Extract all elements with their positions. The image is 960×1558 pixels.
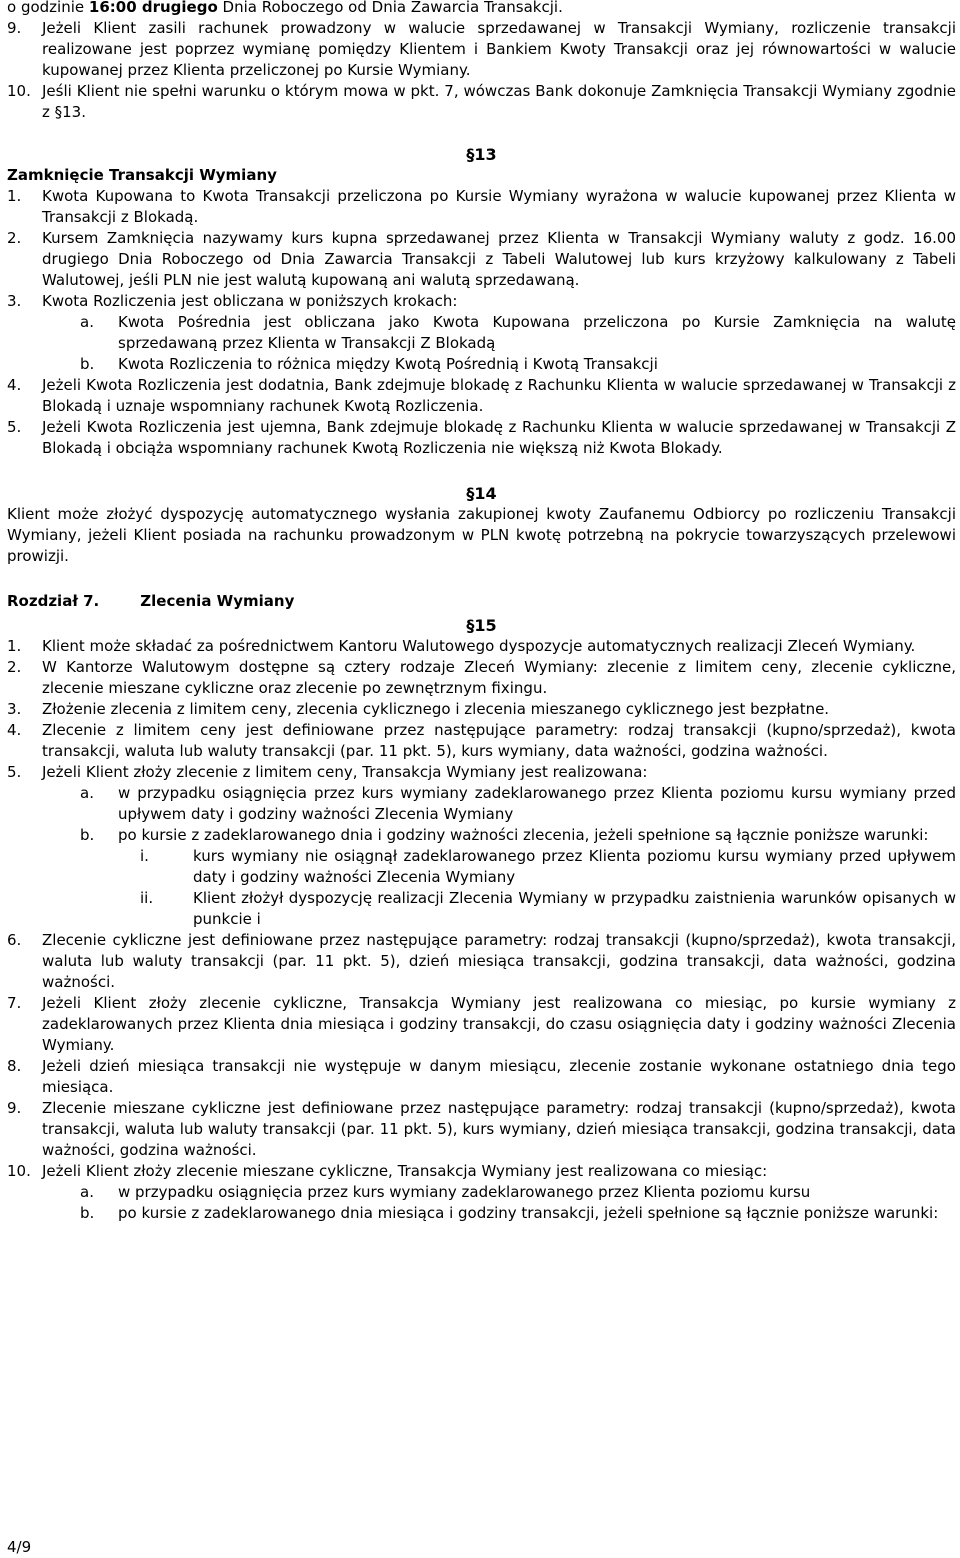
paragraph-item xyxy=(7,657,956,699)
sub-item-text: Kwota Pośrednia jest obliczana jako Kwota Kupowana przeliczona po Kursie Zamknięcia na walutę sprzedawaną przez Klienta w Transakcji Z Blokadą xyxy=(118,313,956,352)
item-number: 10. xyxy=(7,82,31,100)
paragraph-item xyxy=(7,1161,956,1182)
item-number: 1. xyxy=(7,187,22,205)
sub-item xyxy=(7,783,956,825)
item-text: Jeżeli Kwota Rozliczenia jest ujemna, Bank zdejmuje blokadę z Rachunku Klienta w walucie sprzedawanej w Transakcji Z Blokadą i obciąża wspomniany rachunek Kwotą Rozliczenia nie większą niż Kwota Blokady. xyxy=(42,418,956,457)
sub-item xyxy=(7,1182,956,1203)
chapter-heading xyxy=(7,591,956,612)
item-number: 7. xyxy=(7,994,22,1012)
item-text: Kursem Zamknięcia nazywamy kurs kupna sprzedawanej przez Klienta w Transakcji Wymiany waluty z godz. 16.00 drugiego Dnia Roboczego od Dnia Zawarcia Transakcji z Tabeli Walutowej lub kurs krzyżowy kalkulowany z Tabeli Walutowej, jeśli PLN nie jest walutą kupowaną ani walutą sprzedawaną. xyxy=(42,229,956,289)
paragraph-item xyxy=(7,228,956,291)
paragraph-item xyxy=(7,1056,956,1098)
continuation-text-end: Dnia Roboczego od Dnia Zawarcia Transakcji. xyxy=(217,0,563,16)
sub-sub-item-text: Klient złożył dyspozycję realizacji Zlecenia Wymiany w przypadku zaistnienia warunków opisanych w punkcie i xyxy=(193,889,956,928)
paragraph-item xyxy=(7,18,956,81)
item-text: Jeżeli Klient złoży zlecenie z limitem ceny, Transakcja Wymiany jest realizowana: xyxy=(42,763,648,781)
sub-item-letter: a. xyxy=(80,784,94,802)
continuation-text: o godzinie xyxy=(7,0,89,16)
paragraph-item xyxy=(7,930,956,993)
sub-item xyxy=(7,825,956,846)
sub-item-letter: a. xyxy=(80,313,94,331)
paragraph-item xyxy=(7,375,956,417)
paragraph-item xyxy=(7,1098,956,1161)
sub-sub-item xyxy=(7,846,956,888)
item-text: Zlecenie z limitem ceny jest definiowane przez następujące parametry: rodzaj transakcji (kupno/sprzedaż), kwota transakcji, waluta lub waluty transakcji (par. 11 pkt. 5), kurs wymiany, data ważności, godzina ważności. xyxy=(42,721,956,760)
item-text: Klient może składać za pośrednictwem Kantoru Walutowego dyspozycje automatycznych realizacji Zleceń Wymiany. xyxy=(42,637,916,655)
paragraph-item xyxy=(7,699,956,720)
item-number: 4. xyxy=(7,721,22,739)
item-text: Jeżeli Klient zasili rachunek prowadzony w walucie sprzedawanej w Transakcji Wymiany, rozliczenie transakcji realizowane jest poprzez wymianę pomiędzy Klientem i Bankiem Kwoty Transakcji oraz jej równowartości w walucie kupowanej przez Klienta przeliczonej po Kursie Wymiany. xyxy=(42,19,956,79)
paragraph-item xyxy=(7,291,956,312)
sub-item-text: w przypadku osiągnięcia przez kurs wymiany zadeklarowanego przez Klienta poziomu kursu xyxy=(118,1183,811,1201)
section-15-title: §15 xyxy=(466,616,497,635)
paragraph-item xyxy=(7,81,956,123)
section-13-heading: Zamknięcie Transakcji Wymiany xyxy=(7,166,277,184)
paragraph-item xyxy=(7,762,956,783)
item-number: 10. xyxy=(7,1162,31,1180)
item-number: 8. xyxy=(7,1057,22,1075)
item-number: 3. xyxy=(7,292,22,310)
sub-sub-item xyxy=(7,888,956,930)
item-number: 1. xyxy=(7,637,22,655)
item-text: Zlecenie mieszane cykliczne jest definiowane przez następujące parametry: rodzaj transakcji (kupno/sprzedaż), kwota transakcji, waluta lub waluty transakcji (par. 11 pkt. 5), kurs wymiany, dzień miesiąca transakcji, godzina transakcji, data ważności, godzina ważności. xyxy=(42,1099,956,1159)
item-number: 3. xyxy=(7,700,22,718)
sub-item-letter: b. xyxy=(80,826,95,844)
sub-item-text: po kursie z zadeklarowanego dnia miesiąca i godziny transakcji, jeżeli spełnione są łącznie poniższe warunki: xyxy=(118,1204,939,1222)
item-number: 9. xyxy=(7,1099,22,1117)
sub-item-letter: b. xyxy=(80,355,95,373)
item-number: 9. xyxy=(7,19,22,37)
item-text: W Kantorze Walutowym dostępne są cztery rodzaje Zleceń Wymiany: zlecenie z limitem ceny, zlecenie cykliczne, zlecenie mieszane cykliczne oraz zlecenie po zewnętrznym fixingu. xyxy=(42,658,956,697)
item-text: Kwota Kupowana to Kwota Transakcji przeliczona po Kursie Wymiany wyrażona w walucie kupowanej przez Klienta w Transakcji z Blokadą. xyxy=(42,187,956,226)
item-text: Jeżeli dzień miesiąca transakcji nie występuje w danym miesiącu, zlecenie zostanie wykonane ostatniego dnia tego miesiąca. xyxy=(42,1057,956,1096)
page-number: 4/9 xyxy=(7,1538,32,1556)
sub-item-text: po kursie z zadeklarowanego dnia i godziny ważności zlecenia, jeżeli spełnione są łącznie poniższe warunki: xyxy=(118,826,929,844)
continuation-bold: 16:00 drugiego xyxy=(88,0,218,16)
item-number: 4. xyxy=(7,376,22,394)
sub-sub-item-numeral: i. xyxy=(140,847,149,865)
sub-item-letter: a. xyxy=(80,1183,94,1201)
sub-item xyxy=(7,1203,956,1224)
item-text: Kwota Rozliczenia jest obliczana w poniższych krokach: xyxy=(42,292,458,310)
sub-sub-item-text: kurs wymiany nie osiągnął zadeklarowanego przez Klienta poziomu kursu wymiany przed upływem daty i godziny ważności Zlecenia Wymiany xyxy=(193,847,956,886)
item-number: 5. xyxy=(7,763,22,781)
sub-item-letter: b. xyxy=(80,1204,95,1222)
paragraph-item xyxy=(7,186,956,228)
item-number: 2. xyxy=(7,658,22,676)
paragraph-item xyxy=(7,417,956,459)
paragraph-item xyxy=(7,720,956,762)
sub-sub-item-numeral: ii. xyxy=(140,889,154,907)
sub-item xyxy=(7,312,956,354)
item-text: Jeżeli Klient złoży zlecenie cykliczne, Transakcja Wymiany jest realizowana co miesiąc, po kursie wymiany z zadeklarowanych przez Klienta dnia miesiąca i godziny transakcji, do czasu osiągnięcia daty i godziny ważności Zlecenia Wymiany. xyxy=(42,994,956,1054)
chapter-label: Rozdział 7. xyxy=(7,592,100,610)
paragraph-item xyxy=(7,993,956,1056)
item-number: 2. xyxy=(7,229,22,247)
section-14-title: §14 xyxy=(466,484,497,503)
paragraph-item xyxy=(7,636,956,657)
item-text: Złożenie zlecenia z limitem ceny, zlecenia cyklicznego i zlecenia mieszanego cyklicznego jest bezpłatne. xyxy=(42,700,830,718)
item-text: Jeżeli Klient złoży zlecenie mieszane cykliczne, Transakcja Wymiany jest realizowana co miesiąc: xyxy=(42,1162,768,1180)
section-14-text: Klient może złożyć dyspozycję automatycznego wysłania zakupionej kwoty Zaufanemu Odbiorcy po rozliczeniu Transakcji Wymiany, jeżeli Klient posiada na rachunku prowadzonym w PLN kwotę potrzebną na pokrycie towarzyszących przelewowi prowizji. xyxy=(7,505,956,565)
sub-item-text: w przypadku osiągnięcia przez kurs wymiany zadeklarowanego przez Klienta poziomu kursu wymiany przed upływem daty i godziny ważności Zlecenia Wymiany xyxy=(118,784,956,823)
continuation-line xyxy=(7,0,956,18)
sub-item xyxy=(7,354,956,375)
item-number: 6. xyxy=(7,931,22,949)
section-13-title: §13 xyxy=(466,145,497,164)
item-text: Jeżeli Kwota Rozliczenia jest dodatnia, Bank zdejmuje blokadę z Rachunku Klienta w walucie sprzedawanej w Transakcji z Blokadą i uznaje wspomniany rachunek Kwotą Rozliczenia. xyxy=(42,376,956,415)
sub-item-text: Kwota Rozliczenia to różnica między Kwotą Pośrednią i Kwotą Transakcji xyxy=(118,355,658,373)
item-text: Jeśli Klient nie spełni warunku o którym mowa w pkt. 7, wówczas Bank dokonuje Zamknięcia Transakcji Wymiany zgodnie z §13. xyxy=(42,82,956,121)
item-text: Zlecenie cykliczne jest definiowane przez następujące parametry: rodzaj transakcji (kupno/sprzedaż), kwota transakcji, waluta lub waluty transakcji (par. 11 pkt. 5), dzień miesiąca transakcji, godzina transakcji, data ważności, godzina ważności. xyxy=(42,931,956,991)
item-number: 5. xyxy=(7,418,22,436)
chapter-title: Zlecenia Wymiany xyxy=(140,592,295,610)
